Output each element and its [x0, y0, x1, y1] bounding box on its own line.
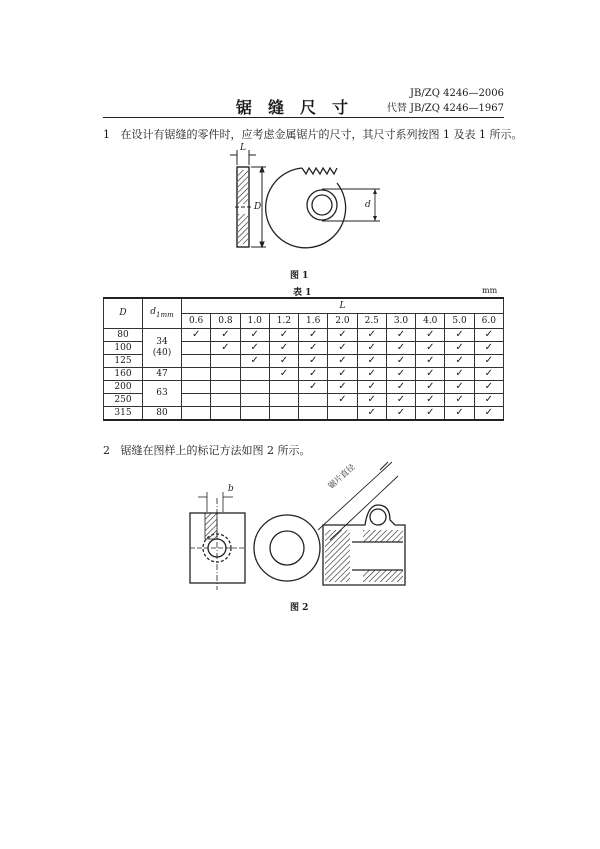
check-mark: ✓ [426, 355, 435, 366]
cell-d-inner [143, 329, 182, 368]
l-value-cell: 1.6 [299, 314, 328, 329]
standard-number: JB/ZQ 4246—2006 [410, 88, 504, 99]
check-cell [357, 381, 386, 394]
check-cell [386, 329, 415, 342]
check-cell [445, 342, 474, 355]
check-mark: ✓ [279, 342, 289, 353]
col-header-d-subscript: 1mm [156, 310, 174, 319]
check-cell [357, 342, 386, 355]
section-2-number: 2 [103, 444, 110, 457]
check-mark: ✓ [367, 329, 376, 340]
check-cell [416, 407, 445, 421]
check-mark: ✓ [426, 407, 435, 418]
check-mark: ✓ [455, 407, 464, 418]
check-mark: ✓ [484, 329, 494, 340]
table-row [104, 381, 504, 394]
cell-d-outer: 80 [104, 329, 143, 342]
check-cell [357, 368, 386, 381]
check-cell [211, 329, 240, 342]
cell-d-outer: 100 [104, 342, 143, 355]
check-mark: ✓ [484, 407, 494, 418]
check-cell [328, 407, 357, 421]
check-cell [474, 329, 503, 342]
check-cell [445, 394, 474, 407]
check-cell [240, 368, 269, 381]
check-mark: ✓ [396, 381, 406, 392]
table-1-caption: 表 1 [293, 288, 312, 298]
check-mark: ✓ [455, 355, 464, 366]
check-cell [299, 342, 328, 355]
check-mark: ✓ [309, 342, 318, 353]
check-mark: ✓ [367, 394, 376, 405]
check-mark: ✓ [191, 329, 201, 340]
check-cell [474, 394, 503, 407]
check-cell [269, 342, 298, 355]
check-cell [445, 329, 474, 342]
check-cell [416, 394, 445, 407]
replaces-standard: 代替 JB/ZQ 4246—1967 [386, 103, 504, 114]
check-cell [416, 329, 445, 342]
cell-d-inner-line: (40) [152, 348, 172, 358]
check-cell [299, 407, 328, 421]
col-header-d-outer: D [104, 298, 143, 329]
check-cell [211, 368, 240, 381]
check-mark: ✓ [367, 381, 376, 392]
cell-d-inner [143, 381, 182, 407]
l-value-cell: 2.0 [328, 314, 357, 329]
check-cell [240, 355, 269, 368]
check-cell [328, 381, 357, 394]
check-cell [240, 407, 269, 421]
check-cell [240, 329, 269, 342]
check-mark: ✓ [250, 355, 259, 366]
cell-d-inner-line: 80 [156, 407, 168, 418]
check-mark: ✓ [338, 342, 347, 353]
l-value-cell: 0.6 [182, 314, 211, 329]
part-section-view [190, 492, 245, 590]
check-cell [328, 394, 357, 407]
check-cell [182, 342, 211, 355]
check-cell [386, 381, 415, 394]
check-mark: ✓ [426, 381, 435, 392]
section-2-text: 锯缝在图样上的标记方法如图 2 所示。 [120, 444, 311, 457]
check-mark: ✓ [367, 407, 376, 418]
check-mark: ✓ [455, 342, 464, 353]
cell-d-inner-line: 34 [156, 337, 168, 347]
check-mark: ✓ [396, 394, 406, 405]
check-cell [240, 381, 269, 394]
figure-2-caption: 图 2 [290, 603, 309, 613]
col-header-d-inner [143, 298, 182, 329]
section-1-text: 在设计有锯缝的零件时，应考虑金属锯片的尺寸，其尺寸系列按图 1 及表 1 所示。 [120, 128, 523, 141]
cell-d-outer: 200 [104, 381, 143, 394]
table-header-row [104, 298, 504, 314]
check-cell [474, 407, 503, 421]
l-value-cell: 3.0 [386, 314, 415, 329]
check-mark: ✓ [426, 329, 435, 340]
check-mark: ✓ [338, 368, 347, 379]
check-mark: ✓ [396, 407, 406, 418]
check-cell [474, 381, 503, 394]
check-mark: ✓ [309, 355, 318, 366]
section-2-paragraph [103, 442, 311, 458]
check-cell [211, 407, 240, 421]
check-cell [328, 355, 357, 368]
check-mark: ✓ [484, 394, 494, 405]
l-value-cell: 2.5 [357, 314, 386, 329]
check-cell [182, 368, 211, 381]
check-cell [269, 329, 298, 342]
check-mark: ✓ [309, 329, 318, 340]
check-cell [474, 342, 503, 355]
saw-blade-table [103, 297, 504, 421]
check-mark: ✓ [367, 355, 376, 366]
l-value-cell: 1.0 [240, 314, 269, 329]
check-mark: ✓ [279, 355, 289, 366]
blade-front-view [266, 168, 380, 248]
check-mark: ✓ [455, 381, 464, 392]
check-cell [299, 355, 328, 368]
l-value-cell: 6.0 [474, 314, 503, 329]
check-mark: ✓ [338, 329, 347, 340]
check-cell [299, 394, 328, 407]
check-mark: ✓ [221, 342, 230, 353]
blade-side-view [230, 150, 266, 247]
table-row [104, 407, 504, 421]
check-cell [240, 394, 269, 407]
check-cell [211, 381, 240, 394]
check-mark: ✓ [455, 368, 464, 379]
check-cell [211, 394, 240, 407]
check-cell [269, 407, 298, 421]
l-value-cell: 5.0 [445, 314, 474, 329]
check-mark: ✓ [309, 368, 318, 379]
check-cell [474, 355, 503, 368]
check-mark: ✓ [396, 355, 406, 366]
l-value-cell: 4.0 [416, 314, 445, 329]
check-cell [182, 381, 211, 394]
check-cell [211, 342, 240, 355]
section-1-number: 1 [103, 128, 110, 141]
ring-view [254, 515, 320, 581]
cell-d-outer: 160 [104, 368, 143, 381]
check-cell [269, 394, 298, 407]
check-mark: ✓ [484, 342, 494, 353]
check-cell [182, 329, 211, 342]
cell-d-inner [143, 368, 182, 381]
col-header-d-symbol: d [150, 306, 157, 317]
cell-d-outer: 250 [104, 394, 143, 407]
check-mark: ✓ [484, 381, 494, 392]
check-cell [445, 381, 474, 394]
fig2-label-b: b [228, 484, 234, 494]
check-cell [299, 381, 328, 394]
fig1-label-d-inner: d [365, 200, 371, 210]
check-cell [182, 407, 211, 421]
cell-d-inner-line: 47 [156, 368, 168, 379]
check-mark: ✓ [309, 381, 318, 392]
cell-d-outer: 315 [104, 407, 143, 421]
check-mark: ✓ [367, 342, 376, 353]
check-mark: ✓ [279, 329, 289, 340]
check-mark: ✓ [338, 381, 347, 392]
check-mark: ✓ [484, 368, 494, 379]
check-cell [211, 355, 240, 368]
table-unit: mm [482, 286, 498, 295]
check-cell [299, 368, 328, 381]
fig1-label-d-outer: D [254, 202, 262, 212]
check-mark: ✓ [455, 394, 464, 405]
check-cell [416, 381, 445, 394]
check-cell [357, 355, 386, 368]
check-cell [445, 368, 474, 381]
check-cell [386, 394, 415, 407]
cell-d-inner [143, 407, 182, 421]
check-mark: ✓ [338, 394, 347, 405]
check-mark: ✓ [455, 329, 464, 340]
check-cell [299, 329, 328, 342]
check-mark: ✓ [279, 368, 289, 379]
check-cell [182, 355, 211, 368]
check-cell [240, 342, 269, 355]
check-cell [269, 381, 298, 394]
check-cell [269, 368, 298, 381]
check-cell [386, 355, 415, 368]
cell-d-inner-line: 63 [156, 388, 168, 398]
check-cell [416, 342, 445, 355]
check-cell [474, 368, 503, 381]
check-mark: ✓ [250, 329, 259, 340]
check-cell [386, 407, 415, 421]
check-mark: ✓ [367, 368, 376, 379]
fig2-label-blade-diameter: 锯片直径 [326, 462, 357, 491]
l-value-cell: 1.2 [269, 314, 298, 329]
check-cell [269, 355, 298, 368]
check-cell [386, 368, 415, 381]
check-mark: ✓ [426, 368, 435, 379]
check-cell [445, 355, 474, 368]
check-mark: ✓ [426, 394, 435, 405]
check-cell [328, 342, 357, 355]
page-title: 锯缝尺寸 [235, 98, 364, 117]
check-mark: ✓ [484, 355, 494, 366]
check-cell [445, 407, 474, 421]
check-cell [357, 329, 386, 342]
check-cell [357, 407, 386, 421]
check-cell [328, 329, 357, 342]
figure-1-caption: 图 1 [290, 271, 309, 281]
check-cell [386, 342, 415, 355]
check-cell [357, 394, 386, 407]
l-value-cell: 0.8 [211, 314, 240, 329]
check-mark: ✓ [396, 368, 406, 379]
check-mark: ✓ [221, 329, 230, 340]
check-cell [416, 368, 445, 381]
table-row [104, 368, 504, 381]
check-cell [416, 355, 445, 368]
check-cell [182, 394, 211, 407]
check-mark: ✓ [396, 342, 406, 353]
check-mark: ✓ [426, 342, 435, 353]
table-row [104, 329, 504, 342]
check-mark: ✓ [250, 342, 259, 353]
fig1-label-l: L [240, 143, 246, 153]
col-header-l: L [182, 298, 504, 314]
check-cell [328, 368, 357, 381]
check-mark: ✓ [338, 355, 347, 366]
cell-d-outer: 125 [104, 355, 143, 368]
check-mark: ✓ [396, 329, 406, 340]
